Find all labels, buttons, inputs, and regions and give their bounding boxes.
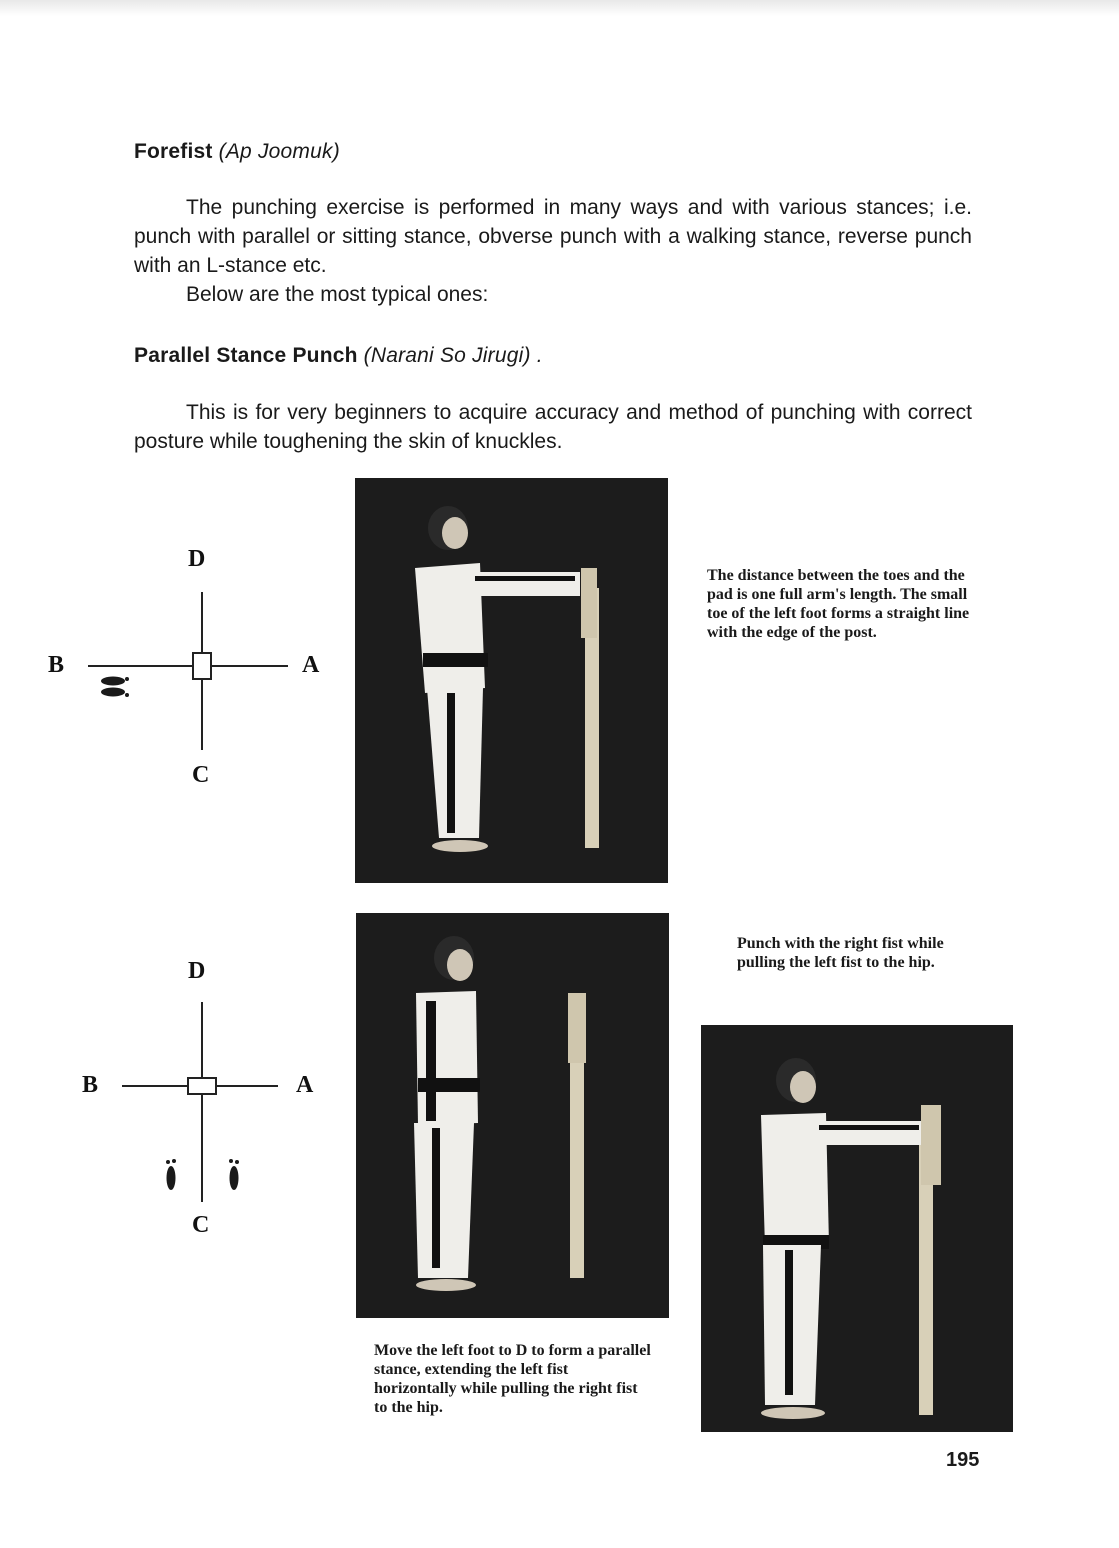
section-title-parallel-stance-punch: Parallel Stance Punch (Narani So Jirugi) . bbox=[134, 344, 543, 367]
diagram-2-label-d: D bbox=[188, 958, 206, 984]
diagram-1-label-d: D bbox=[188, 546, 206, 572]
photo-1-illustration bbox=[355, 478, 668, 883]
diagram-2-label-a: A bbox=[296, 1072, 314, 1098]
caption-photo-3: Punch with the right fist while pulling the left fist to the hip. bbox=[737, 935, 944, 971]
photo-parallel-stance-start bbox=[356, 913, 669, 1318]
photo-parallel-stance-punch bbox=[701, 1025, 1013, 1432]
diagram-1-lines bbox=[40, 540, 340, 800]
caption-photo-2: Move the left foot to D to form a parallel stance, extending the left fist horizontally while pulling the right fist to the hip. bbox=[374, 1342, 651, 1416]
diagram-1-label-b: B bbox=[48, 652, 65, 678]
diagram-2-lines bbox=[60, 950, 360, 1250]
parallel-stance-paragraph: This is for very beginners to acquire accuracy and method of punching with correct posture while toughening the skin of knuckles. bbox=[134, 401, 972, 453]
caption-photo-1: The distance between the toes and the pad is one full arm's length. The small toe of the left foot forms a straight line with the edge of the post. bbox=[707, 567, 970, 641]
scan-edge-shade bbox=[0, 0, 1119, 16]
intro-paragraph: The punching exercise is performed in many ways and with various stances; i.e. punch with parallel or sitting stance, obverse punch with a walking stance, reverse punch with an L-stance etc. bbox=[134, 196, 972, 277]
photo-2-illustration bbox=[356, 913, 669, 1318]
photo-parallel-stance-ready bbox=[355, 478, 668, 883]
page-number: 195 bbox=[946, 1449, 980, 1471]
diagram-1-label-c: C bbox=[192, 762, 210, 788]
direction-diagram-1 bbox=[40, 540, 340, 800]
intro-paragraph-2: Below are the most typical ones: bbox=[186, 283, 489, 306]
section-title-forefist: Forefist (Ap Joomuk) bbox=[134, 140, 340, 163]
diagram-2-label-c: C bbox=[192, 1212, 210, 1238]
diagram-2-label-b: B bbox=[82, 1072, 99, 1098]
footprints-icon bbox=[101, 677, 129, 698]
photo-3-illustration bbox=[701, 1025, 1013, 1432]
diagram-1-label-a: A bbox=[302, 652, 320, 678]
direction-diagram-2 bbox=[60, 950, 360, 1250]
